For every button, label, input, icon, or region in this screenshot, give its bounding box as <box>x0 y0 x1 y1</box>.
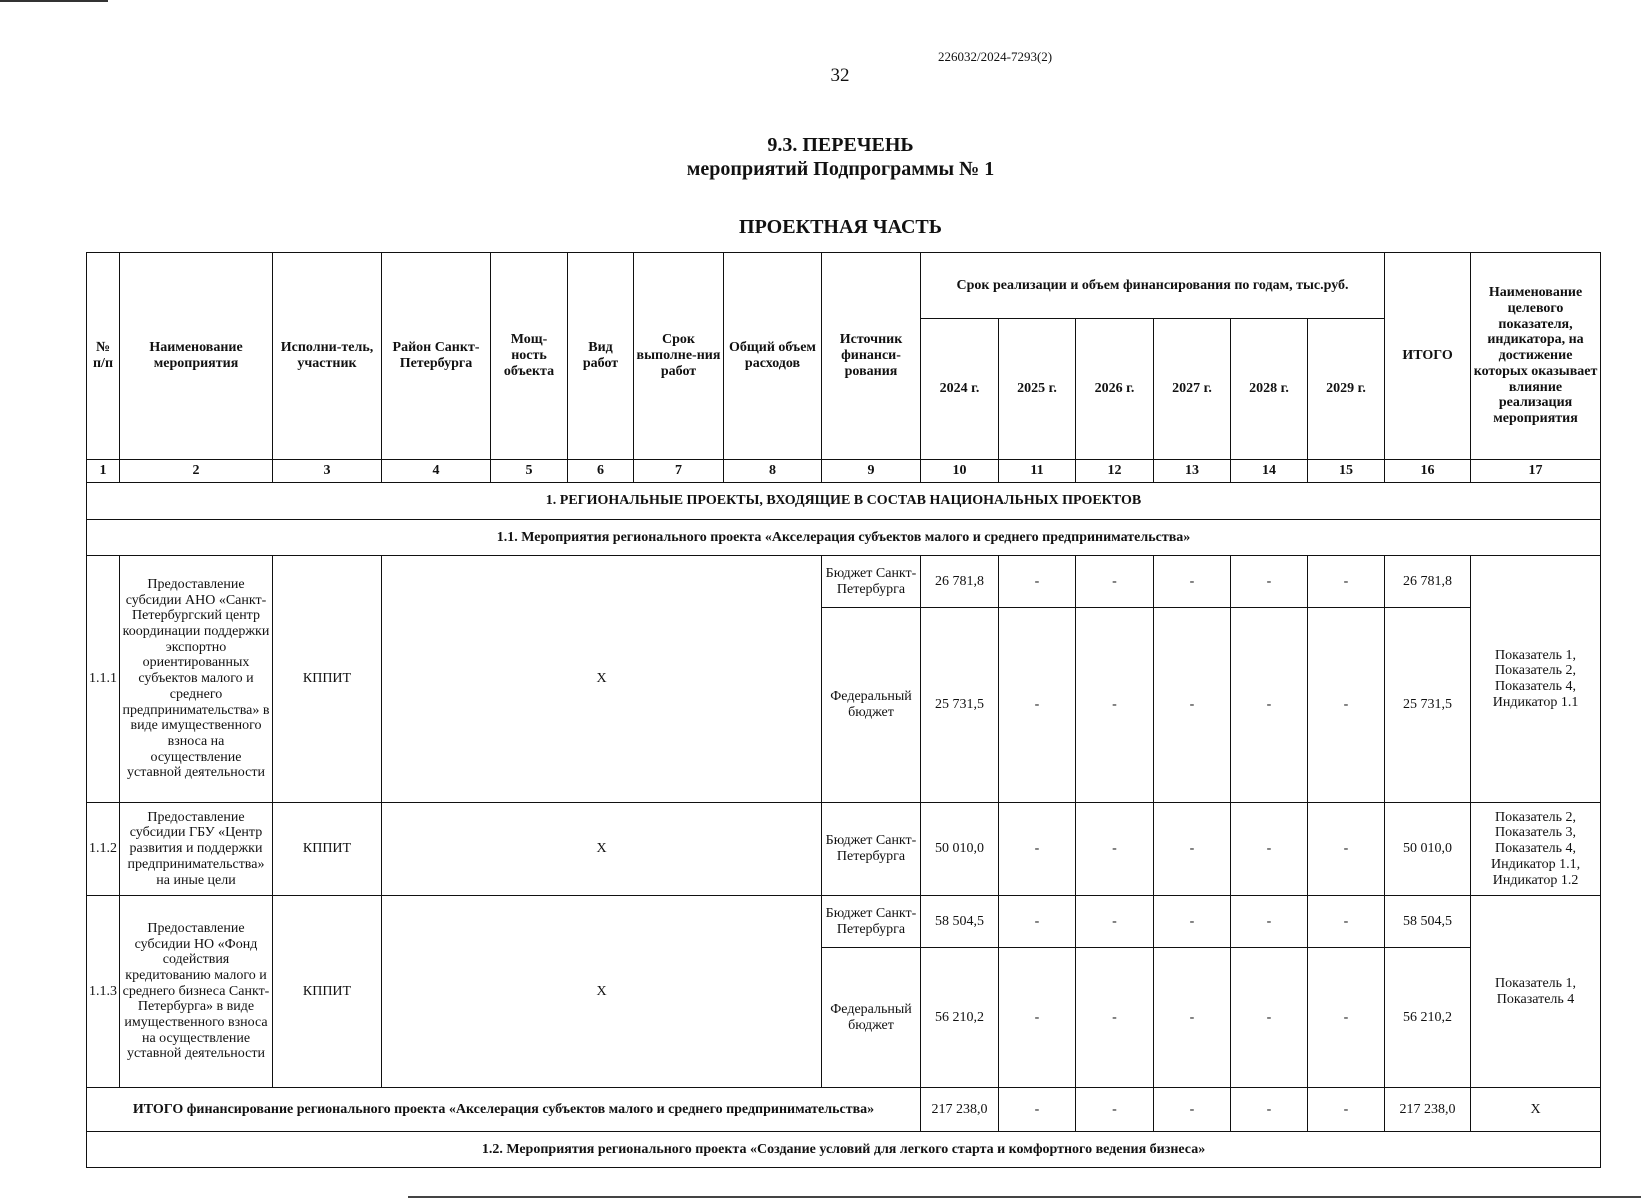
col-header-year: 2028 г. <box>1231 319 1308 460</box>
measure-name: Предоставление субсидии НО «Фонд содействия кредитованию малого и среднего бизнеса Санкт-Петербурга» в виде имущественного взноса на осуществление уставной деятельности <box>120 896 273 1088</box>
header-row <box>87 253 1601 319</box>
column-number: 4 <box>382 460 491 483</box>
column-number: 1 <box>87 460 120 483</box>
column-number: 8 <box>724 460 822 483</box>
amount-2028: - <box>1231 556 1308 608</box>
total-label: ИТОГО финансирование регионального проекта «Акселерация субъектов малого и среднего предпринимательства» <box>87 1088 921 1132</box>
indicator-list: Показатель 1, Показатель 4 <box>1471 896 1601 1088</box>
col-header-capacity: Мощ-ность объекта <box>491 253 568 460</box>
funding-source: Бюджет Санкт-Петербурга <box>822 803 921 896</box>
column-number: 10 <box>921 460 999 483</box>
amount-total: 58 504,5 <box>1385 896 1471 948</box>
top-rule <box>0 0 108 2</box>
bottom-rule <box>408 1196 1641 1198</box>
subsection-row <box>87 1132 1601 1168</box>
amount-2025: - <box>999 556 1076 608</box>
funding-source: Бюджет Санкт-Петербурга <box>822 556 921 608</box>
not-applicable-mark: Х <box>382 556 822 803</box>
col-header-name: Наименование мероприятия <box>120 253 273 460</box>
total-2025: - <box>999 1088 1076 1132</box>
funding-source: Бюджет Санкт-Петербурга <box>822 896 921 948</box>
document-id: 226032/2024-7293(2) <box>938 49 1053 64</box>
part-title: ПРОЕКТНАЯ ЧАСТЬ <box>739 216 942 238</box>
indicator-list: Показатель 1, Показатель 2, Показатель 4, Индикатор 1.1 <box>1471 556 1601 803</box>
amount-2028: - <box>1231 896 1308 948</box>
column-number: 7 <box>634 460 724 483</box>
subsection-title: 1.1. Мероприятия регионального проекта «Акселерация субъектов малого и среднего предпринимательства» <box>87 520 1601 556</box>
column-number: 14 <box>1231 460 1308 483</box>
total-indicator-mark: Х <box>1471 1088 1601 1132</box>
subsection-title: 1.2. Мероприятия регионального проекта «Создание условий для легкого старта и комфортного ведения бизнеса» <box>87 1132 1601 1168</box>
funding-source: Федеральный бюджет <box>822 608 921 803</box>
row-number: 1.1.3 <box>87 896 120 1088</box>
column-number: 6 <box>568 460 634 483</box>
amount-2025: - <box>999 948 1076 1088</box>
col-header-period-group: Срок реализации и объем финансирования по годам, тыс.руб. <box>921 253 1385 319</box>
amount-2024: 25 731,5 <box>921 608 999 803</box>
total-sum: 217 238,0 <box>1385 1088 1471 1132</box>
amount-2029: - <box>1308 803 1385 896</box>
measures-table <box>86 252 1601 1168</box>
amount-2027: - <box>1154 556 1231 608</box>
col-header-no: № п/п <box>87 253 120 460</box>
measure-name: Предоставление субсидии ГБУ «Центр развития и поддержки предпринимательства» на иные цели <box>120 803 273 896</box>
amount-2027: - <box>1154 608 1231 803</box>
amount-2024: 26 781,8 <box>921 556 999 608</box>
amount-total: 26 781,8 <box>1385 556 1471 608</box>
total-row <box>87 1088 1601 1132</box>
col-header-executor: Исполни-тель, участник <box>273 253 382 460</box>
list-title: 9.3. ПЕРЕЧЕНЬ <box>767 134 914 156</box>
amount-2024: 58 504,5 <box>921 896 999 948</box>
column-number: 9 <box>822 460 921 483</box>
total-2026: - <box>1076 1088 1154 1132</box>
col-header-year: 2027 г. <box>1154 319 1231 460</box>
amount-2025: - <box>999 803 1076 896</box>
executor: КППИТ <box>273 556 382 803</box>
column-number: 5 <box>491 460 568 483</box>
amount-2027: - <box>1154 896 1231 948</box>
column-number: 3 <box>273 460 382 483</box>
column-number: 2 <box>120 460 273 483</box>
executor: КППИТ <box>273 896 382 1088</box>
page-number: 32 <box>830 65 850 86</box>
total-2029: - <box>1308 1088 1385 1132</box>
total-2024: 217 238,0 <box>921 1088 999 1132</box>
amount-2024: 56 210,2 <box>921 948 999 1088</box>
amount-total: 25 731,5 <box>1385 608 1471 803</box>
amount-2026: - <box>1076 556 1154 608</box>
subsection-row <box>87 520 1601 556</box>
funding-source: Федеральный бюджет <box>822 948 921 1088</box>
amount-2029: - <box>1308 608 1385 803</box>
executor: КППИТ <box>273 803 382 896</box>
amount-2024: 50 010,0 <box>921 803 999 896</box>
column-numbers-row <box>87 460 1601 483</box>
section-title: 1. РЕГИОНАЛЬНЫЕ ПРОЕКТЫ, ВХОДЯЩИЕ В СОСТАВ НАЦИОНАЛЬНЫХ ПРОЕКТОВ <box>87 483 1601 520</box>
col-header-year: 2026 г. <box>1076 319 1154 460</box>
amount-2026: - <box>1076 948 1154 1088</box>
col-header-deadline: Срок выполне-ния работ <box>634 253 724 460</box>
amount-total: 56 210,2 <box>1385 948 1471 1088</box>
column-number: 12 <box>1076 460 1154 483</box>
total-2028: - <box>1231 1088 1308 1132</box>
total-2027: - <box>1154 1088 1231 1132</box>
not-applicable-mark: Х <box>382 803 822 896</box>
amount-2026: - <box>1076 803 1154 896</box>
amount-2027: - <box>1154 803 1231 896</box>
measure-name: Предоставление субсидии АНО «Санкт-Петербургский центр координации поддержки экспортно ориентированных субъектов малого и среднего предпринимательства» в виде имущественного взноса на осуществление уставной деятельности <box>120 556 273 803</box>
amount-total: 50 010,0 <box>1385 803 1471 896</box>
col-header-total: ИТОГО <box>1385 253 1471 460</box>
not-applicable-mark: Х <box>382 896 822 1088</box>
column-number: 13 <box>1154 460 1231 483</box>
table-row <box>87 803 1601 896</box>
amount-2029: - <box>1308 948 1385 1088</box>
amount-2028: - <box>1231 608 1308 803</box>
col-header-year: 2029 г. <box>1308 319 1385 460</box>
row-number: 1.1.2 <box>87 803 120 896</box>
section-row <box>87 483 1601 520</box>
amount-2029: - <box>1308 896 1385 948</box>
list-subtitle: мероприятий Подпрограммы № 1 <box>686 158 995 180</box>
amount-2026: - <box>1076 896 1154 948</box>
indicator-list: Показатель 2, Показатель 3, Показатель 4, Индикатор 1.1, Индикатор 1.2 <box>1471 803 1601 896</box>
column-number: 15 <box>1308 460 1385 483</box>
amount-2028: - <box>1231 948 1308 1088</box>
row-number: 1.1.1 <box>87 556 120 803</box>
column-number: 16 <box>1385 460 1471 483</box>
amount-2028: - <box>1231 803 1308 896</box>
col-header-indicator: Наименование целевого показателя, индикатора, на достижение которых оказывает влияние реализация мероприятия <box>1471 253 1601 460</box>
col-header-work-type: Вид работ <box>568 253 634 460</box>
column-number: 11 <box>999 460 1076 483</box>
amount-2029: - <box>1308 556 1385 608</box>
col-header-year: 2025 г. <box>999 319 1076 460</box>
table-row <box>87 556 1601 608</box>
amount-2027: - <box>1154 948 1231 1088</box>
col-header-total-cost: Общий объем расходов <box>724 253 822 460</box>
col-header-source: Источник финанси-рования <box>822 253 921 460</box>
col-header-year: 2024 г. <box>921 319 999 460</box>
amount-2025: - <box>999 608 1076 803</box>
table-row <box>87 896 1601 948</box>
column-number: 17 <box>1471 460 1601 483</box>
amount-2025: - <box>999 896 1076 948</box>
amount-2026: - <box>1076 608 1154 803</box>
col-header-district: Район Санкт-Петербурга <box>382 253 491 460</box>
